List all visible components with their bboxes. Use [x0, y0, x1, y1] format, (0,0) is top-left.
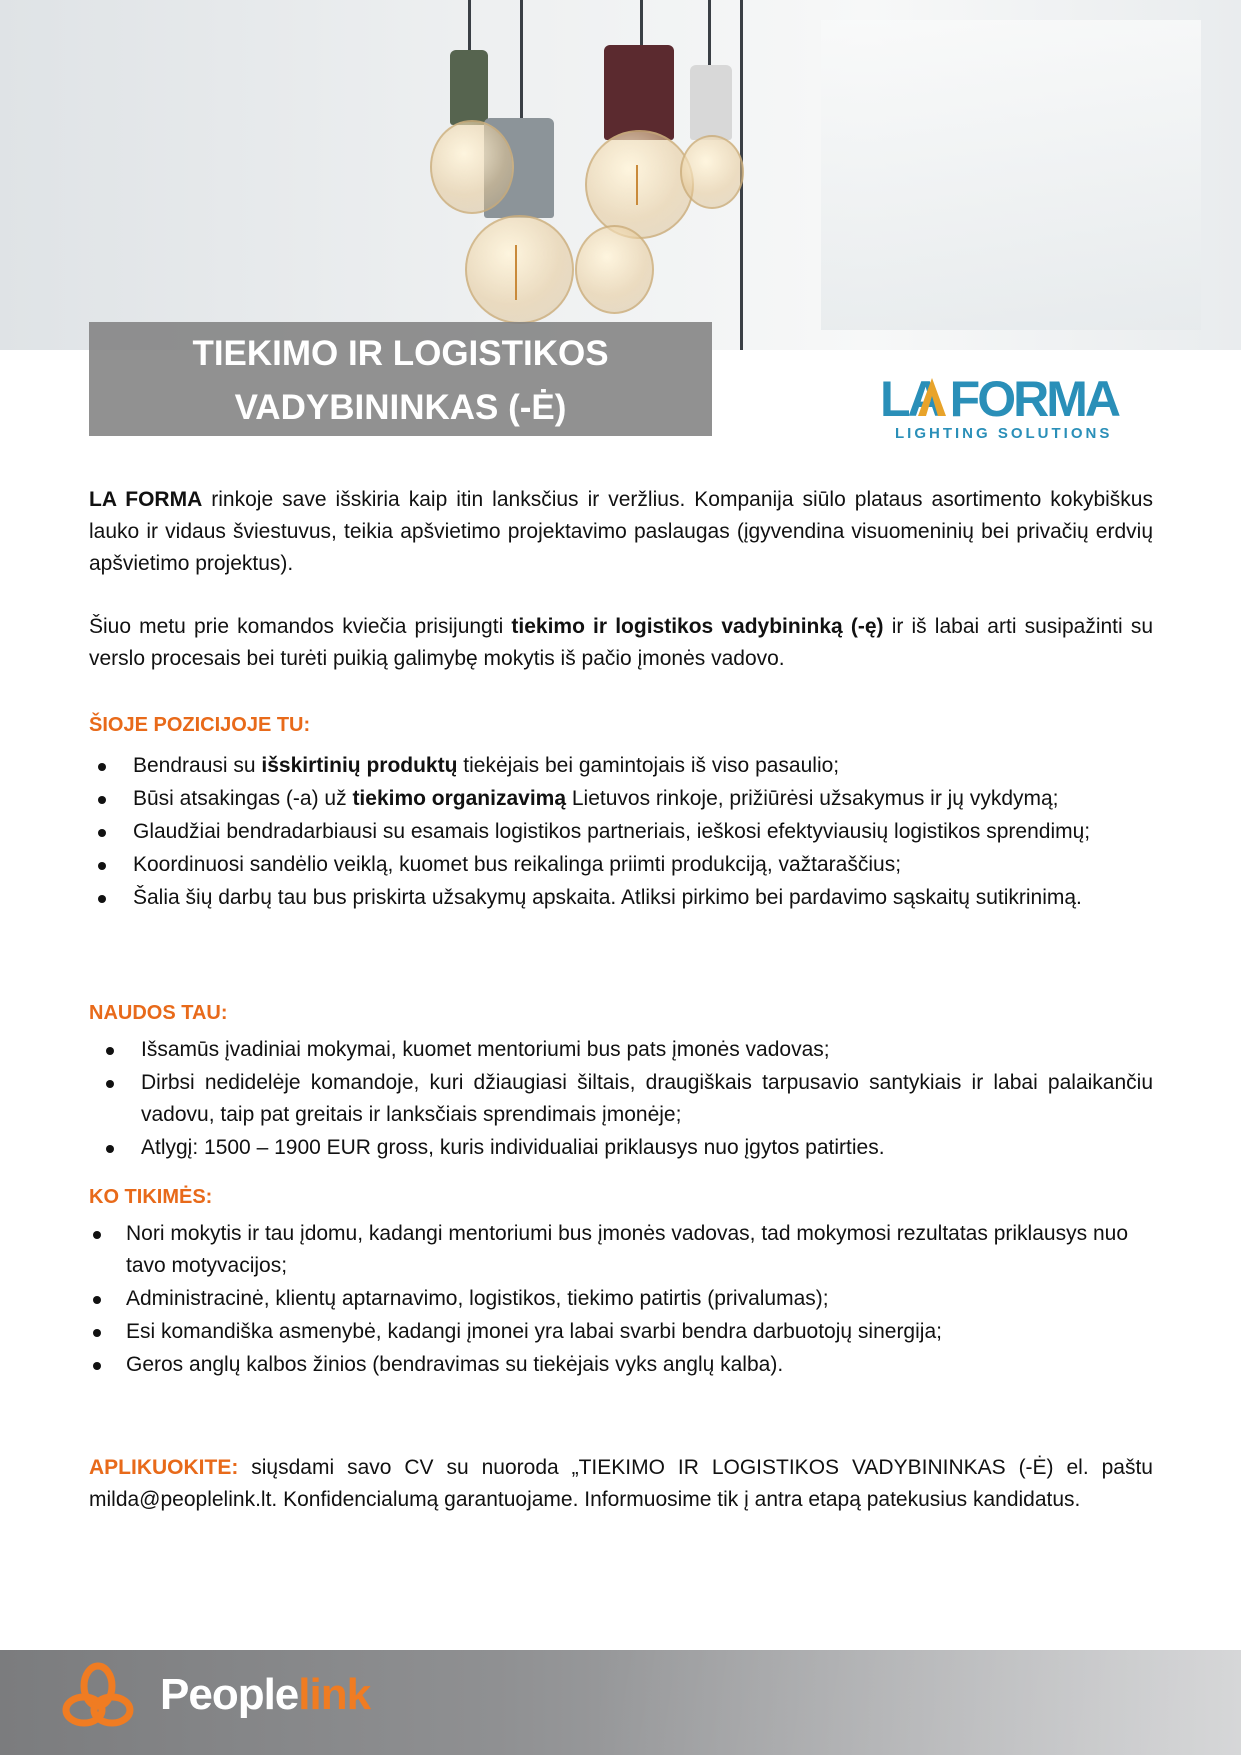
apply-text: siųsdami savo CV su nuoroda „TIEKIMO IR LOGISTIKOS VADYBININKAS (-Ė) el. paštu milda@peoplelink.lt. Konfidencialumą garantuojame. Informuosime tik į antra etapą patekusius kandidatus.: [89, 1456, 1153, 1511]
list-item: [89, 1316, 1128, 1348]
peoplelink-wordmark: [160, 1670, 370, 1720]
item-text: Administracinė, klientų aptarnavimo, logistikos, tiekimo patirtis (privalumas);: [126, 1287, 829, 1310]
list-item: [89, 1218, 1128, 1282]
apply-label: APLIKUOKITE:: [89, 1456, 239, 1479]
section-heading-position: ŠIOJE POZICIJOJE TU:: [89, 714, 311, 736]
bullet-icon: [93, 1362, 101, 1370]
light-bulb: [465, 215, 574, 324]
item-text: Atlygį: 1500 – 1900 EUR gross, kuris individualiai priklausys nuo įgytos patirties.: [141, 1136, 885, 1159]
bullet-icon: [93, 1329, 101, 1337]
hero-image: [0, 0, 1241, 350]
lamp-socket: [604, 45, 674, 140]
item-text: Šalia šių darbų tau bus priskirta užsakymų apskaita. Atliksi pirkimo bei pardavimo sąskaitų sutikrinimą.: [133, 886, 1082, 909]
section-heading-expectations: KO TIKIMĖS:: [89, 1186, 213, 1208]
item-text: Glaudžiai bendradarbiausi su esamais logistikos partneriais, ieškosi efektyviausių logistikos sprendimų;: [133, 820, 1091, 843]
intro-text: rinkoje save išskiria kaip itin lanksčius ir veržlius. Kompanija siūlo plataus asortimento kokybiškus lauko ir vidaus šviestuvus, teikia apšvietimo projektavimo paslaugas (įgyvendina visuomeninių bei privačių erdvių apšvietimo projektus).: [89, 488, 1153, 575]
item-text: Dirbsi nedidelėje komandoje, kuri džiaugiasi šiltais, draugiškais tarpusavio santykiais ir labai palaikančiu vadovu, taip pat greitais ir lanksčiais sprendimais įmonėje;: [141, 1071, 1153, 1126]
bullet-icon: [98, 895, 106, 903]
bullet-icon: [106, 1145, 114, 1153]
item-text: Esi komandiška asmenybė, kadangi įmonei yra labai svarbi bendra darbuotojų sinergija;: [126, 1320, 942, 1343]
job-title-line-2: VADYBININKAS (-Ė): [234, 388, 567, 427]
bulb-filament: [515, 245, 517, 300]
list-item: [89, 750, 1153, 782]
footer-decoration: [600, 1650, 1241, 1755]
intro-paragraph-2: [89, 611, 1153, 675]
la-forma-logo: [880, 372, 1135, 442]
bullet-icon: [93, 1231, 101, 1239]
list-item: [89, 1283, 1128, 1315]
lamp-socket: [450, 50, 488, 125]
intro-p2-start: Šiuo metu prie komandos kviečia prisijungti: [89, 615, 512, 638]
hero-window-light: [821, 20, 1201, 330]
lamp-cord: [708, 0, 711, 70]
bullet-icon: [106, 1080, 114, 1088]
apply-paragraph: [89, 1452, 1153, 1516]
la-forma-logo-mark: [880, 372, 1135, 442]
la-forma-tagline: LIGHTING SOLUTIONS: [895, 425, 1113, 442]
lamp-cord: [640, 0, 643, 50]
intro-paragraph-1: [89, 484, 1153, 580]
light-bulb: [575, 225, 654, 314]
light-bulb: [430, 120, 514, 214]
peoplelink-logo-icon: [62, 1660, 134, 1736]
bullet-icon: [98, 796, 106, 804]
section-heading-benefits: NAUDOS TAU:: [89, 1002, 228, 1024]
item-bold: tiekimo organizavimą: [352, 787, 567, 810]
lamp-cord: [468, 0, 471, 55]
item-text: Būsi atsakingas (-a) už: [133, 787, 353, 810]
job-title-line-1: TIEKIMO IR LOGISTIKOS: [192, 334, 609, 373]
list-item: [89, 1034, 1153, 1066]
list-item: [89, 783, 1153, 815]
position-duties-list: [89, 750, 1153, 915]
bullet-icon: [98, 763, 106, 771]
intro-p2-bold: tiekimo ir logistikos vadybininką (-ę): [511, 615, 884, 638]
list-item: [89, 1132, 1153, 1164]
brand-link: link: [298, 1670, 371, 1719]
item-text: Bendrausi su: [133, 754, 262, 777]
brand-people: People: [160, 1670, 299, 1719]
item-text: Geros anglų kalbos žinios (bendravimas su tiekėjais vyks anglų kalba).: [126, 1353, 784, 1376]
light-bulb: [585, 130, 694, 239]
item-text: Išsamūs įvadiniai mokymai, kuomet mentoriumi bus pats įmonės vadovas;: [141, 1038, 830, 1061]
intro-p2-end: ir iš labai arti susipažinti su verslo procesais bei turėti puikią galimybę mokytis iš pačio įmonės vadovo.: [89, 615, 1153, 670]
expectations-list: [89, 1218, 1153, 1382]
item-bold: išskirtinių produktų: [261, 754, 458, 777]
job-title-box: [89, 322, 712, 436]
list-item: [89, 816, 1153, 848]
bullet-icon: [93, 1296, 101, 1304]
bulb-filament: [636, 165, 638, 205]
list-item: [89, 849, 1153, 881]
bullet-icon: [98, 829, 106, 837]
light-bulb: [680, 135, 744, 209]
item-text: Nori mokytis ir tau įdomu, kadangi mentoriumi bus įmonės vadovas, tad mokymosi rezultatas priklausys nuo tavo motyvacijos;: [126, 1222, 1128, 1277]
lamp-cord: [520, 0, 523, 120]
list-item: [89, 882, 1153, 914]
item-text: tiekėjais bei gamintojais iš viso pasaulio;: [457, 754, 840, 777]
list-item: [89, 1067, 1153, 1131]
company-name: LA FORMA: [89, 488, 203, 511]
item-text: Koordinuosi sandėlio veiklą, kuomet bus reikalinga priimti produkciją, važtaraščius;: [133, 853, 902, 876]
list-item: [89, 1349, 1128, 1381]
bullet-icon: [106, 1047, 114, 1055]
item-text: Lietuvos rinkoje, prižiūrėsi užsakymus ir jų vykdymą;: [566, 787, 1059, 810]
lamp-socket: [690, 65, 732, 140]
bullet-icon: [98, 862, 106, 870]
la-forma-wordmark: LA FORMA: [880, 372, 1118, 427]
benefits-list: [89, 1034, 1153, 1165]
